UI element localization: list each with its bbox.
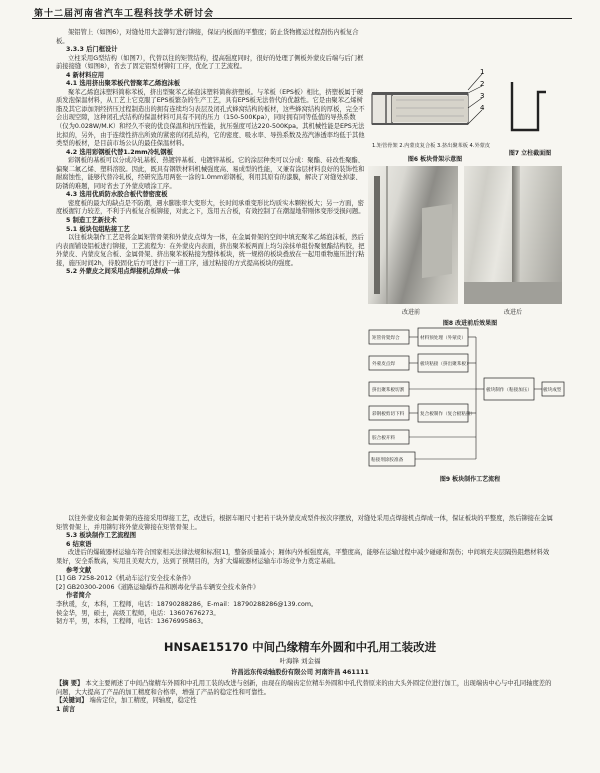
keywords-label: 【关键词】	[56, 697, 88, 705]
flow-box-pretreat: 材料预处理（外蒙皮）	[420, 336, 466, 341]
body-heading: 6 结束语	[66, 540, 92, 548]
flow-box-panel-make: 板块制作（粘接加压）	[486, 388, 532, 393]
flow-box-steel-shear: 彩钢板剪切下料	[372, 412, 405, 417]
body-line: [2] GB20300-2006《道路运输爆炸品和剧毒化学品车辆安全技术条件》	[56, 583, 260, 591]
left-col-heading: 4 新材料应用	[66, 71, 105, 79]
left-col-paragraph: 立柱采用G型结构（如图7），代替以往的矩管结构，提高强度同时，很好的处理了侧板外蒙皮后端与后门框前接接缝（如图8），省去了固定铝型材铆钉工序，优化了工艺流程。	[56, 54, 364, 71]
flow-box-panel-bond: 板块粘接（挤出聚苯板）	[420, 362, 471, 367]
left-col-paragraph: 架铝管上（如图6），对缝处用大盖铆钉进行铆接，保证内板面的平整度；防止货物搬运过程刮伤内板复合板。	[56, 29, 359, 45]
flow-box-skin-weld: 外蒙皮点焊	[372, 362, 395, 367]
section-1-heading: 1 前言	[56, 706, 76, 714]
flow-box-composite: 复合板制作（复合板粘接）	[420, 412, 476, 417]
figure7-column-section	[498, 72, 558, 152]
figure8-caption: 图8 改进前后效果图	[442, 320, 498, 327]
figure8-label-before: 改进前	[401, 309, 420, 316]
figure7-caption: 图7 立柱截面图	[508, 150, 552, 157]
left-col-heading: 5.1 板块包组粘接工艺	[66, 225, 130, 233]
abstract-label: 【摘 要】	[56, 680, 84, 687]
keywords	[56, 697, 554, 706]
flow-box-plywood: 胶合板开料	[372, 436, 395, 441]
flow-box-board-cut: 挤出聚苯板切割	[372, 388, 405, 393]
journal-header: 第十二届河南省汽车工程科技学术研讨会	[34, 9, 215, 19]
left-col-heading: 4.1 选用挤出聚苯板代替聚苯乙烯泡沫板	[66, 80, 181, 88]
callout-3: 3	[480, 92, 485, 100]
figure6-parts-legend: 1.矩管骨架 2.内蒙皮复合板 3.挤出聚苯板 4.外蒙皮	[371, 143, 491, 149]
body-paragraph: 改进后的爆破器材运输车符合国家相关法律法规和标准[1]，整备质量减小；厢体内外板强度高，平整度高，能够在运输过程中减少碰碰和刮伤；中间填充夹层隔热阻燃材料效果好，安全系数高，实用且美观大方，达到了预期目的，为扩大爆破器材运输车市场竞争力奠定基础。	[56, 549, 550, 565]
body-paragraph: 以往外蒙皮和金属骨架的连接采用焊接工艺，改进后，根据车厢尺寸把若干块外蒙皮成型件按次序摆放，对缝处采用点焊接机点焊成一体，保证板块的平整度，然后铆接在金属矩管骨架上，并用铆钉将外蒙皮铆接在矩管骨架上。	[56, 515, 553, 531]
callout-1: 1	[480, 68, 485, 76]
figure8-photo-before	[368, 166, 458, 304]
left-col-heading: 4.2 选用彩钢板代替1.2mm冷轧钢板	[66, 148, 173, 156]
callout-2: 2	[480, 80, 485, 88]
left-col-paragraph: 以往板块制作工艺是将金属矩管骨架和外蒙皮点焊为一体，在金属骨架的空间中填充聚苯乙烯泡沫板，然后内表面铺设铝板进行铆接，工艺流程为：在外蒙皮内表面，挤出聚苯板两面上均匀涂抹单组份聚氨酯结构胶，把外蒙皮、内蒙皮复合板、金属骨架、挤出聚苯板粘接为整体板块，统一规格的板块叠放在一起用重物施压进行粘接，施压时间2h，待胶固化后方可进行下一道工序，通过粘接的方式提高板块的强度。	[56, 234, 365, 267]
body-heading: 5.3 板块制作工艺流程图	[66, 532, 137, 540]
figure6-caption: 图6 板块骨架示意图	[407, 156, 463, 163]
abstract-block	[56, 680, 554, 715]
flow-box-frame-weld: 矩管骨架焊合	[372, 336, 400, 341]
callout-4: 4	[480, 104, 485, 112]
body-heading: 参考文献	[66, 566, 92, 574]
article-title: HNSAE15170 中间凸缘精车外圆和中孔用工装改进	[163, 640, 437, 654]
left-col-paragraph: 聚苯乙烯泡沫塑料简称苯板，挤出型聚苯乙烯泡沫塑料简称挤塑板。与苯板（EPS板）相比，挤塑板属于硬质发泡保温材料，从工艺上它克服了EPS板繁杂的生产工艺，具有EPS板无法替代的优越性。它是由聚苯乙烯树脂及其它添加剂经挤压过程制造出的拥有连续均匀表层及闭孔式蜂窝结构的板材，这些蜂窝结构的厚板，完全不会出现空隙，这种闭孔式结构的保温材料可具有不同的压力（150-500Kpa），同时拥有同等低值的导热系数（仅为0.028W/M.K）和经久不衰的优良保温和抗压性能，抗压强度可达220-500Kpa。其机械性能是EPS无法比拟的，另外，由于连续性挤出所致的紧密的闭孔结构，它的密度、吸水率、导热系数及蒸汽渗透率均低于其他类型的板材，是目前市场公认的最佳保温材料。	[56, 88, 365, 148]
keywords-text: 端齿定位，加工精度，同轴度，稳定性	[89, 697, 197, 705]
abstract	[56, 680, 554, 697]
flow-box-panel-done: 板块成型	[543, 388, 562, 393]
left-col-paragraph: 彩钢板的基板可以分成冷轧基板、热镀锌基板、电镀锌基板。它的涂层种类可以分成：聚酯、硅改性聚酯、偏聚二氟乙烯、塑料溶胶。因此，既具有钢铁材料机械强度高、易成型的性能，又兼有涂层材料良好的装饰性和耐腐蚀性，能够代替冷轧板，经研究选用两张一涂的1.0mm彩钢板，利用其原有的漆膜，解决了对缝处掉漆、防锈的难题，同时省去了外蒙皮喷涂工序。	[56, 157, 365, 190]
figure9-flowchart	[366, 326, 566, 476]
body-line: 韧方平，男，本科，工程师，电话：13676995863。	[56, 618, 208, 626]
article-authors: 叶海锋 刘金福	[279, 657, 321, 665]
abstract-text: 本文主要阐述了中间凸缘精车外圆和中孔用工装的改进与创新，由现在的端齿定位精车外圆和中孔代替原来的由大头外圆定位进行加工，出现端齿中心与中孔同轴度差的问题，大大提高了产品的加工精度和合格率，增强了产品的稳定性和可靠性。	[56, 680, 552, 696]
article-affiliation: 许昌远东传动轴股份有限公司 河南许昌 461111	[231, 669, 369, 676]
figure6-panel-diagram	[366, 66, 488, 140]
left-col-paragraph: 密度板的最大的缺点是不防潮，遇水膨胀率大变形大，长时间承重变形比均质实木颗粒板大；另一方面，密度板握钉力较差，不利于内板复合板铆接，对此之下，选用五合板，有效控制了在潮湿地带刚体变形受损问题。	[56, 199, 365, 216]
left-col-heading: 4.3 选用优质防水胶合板代替密度板	[66, 191, 168, 199]
left-col-heading: 5 制造工艺新技术	[66, 217, 117, 225]
body-line: 侯金华，男，硕士，高级工程师，电话：13607676273。	[56, 609, 220, 617]
left-column-text	[56, 29, 366, 277]
full-width-text	[56, 515, 554, 627]
figure8-label-after: 改进后	[503, 309, 522, 316]
body-line: [1] GB 7258-2012《机动车运行安全技术条件》	[56, 575, 195, 583]
body-heading: 作者简介	[66, 592, 92, 600]
left-col-heading: 5.2 外蒙皮之间采用点焊接机点焊成一体	[66, 268, 181, 276]
header-rule	[32, 18, 572, 19]
figure8-photo-after	[464, 166, 562, 304]
left-col-heading: 3.3.3 后门框设计	[66, 46, 118, 54]
figure9-caption: 图9 板块制作工艺流程	[439, 476, 501, 483]
flow-box-glue: 粘接剂涂胶准备	[371, 458, 404, 463]
body-line: 李秋瑗，女，本科，工程师，电话：18790288286，E-mail：18790288286@139.com。	[56, 600, 318, 608]
